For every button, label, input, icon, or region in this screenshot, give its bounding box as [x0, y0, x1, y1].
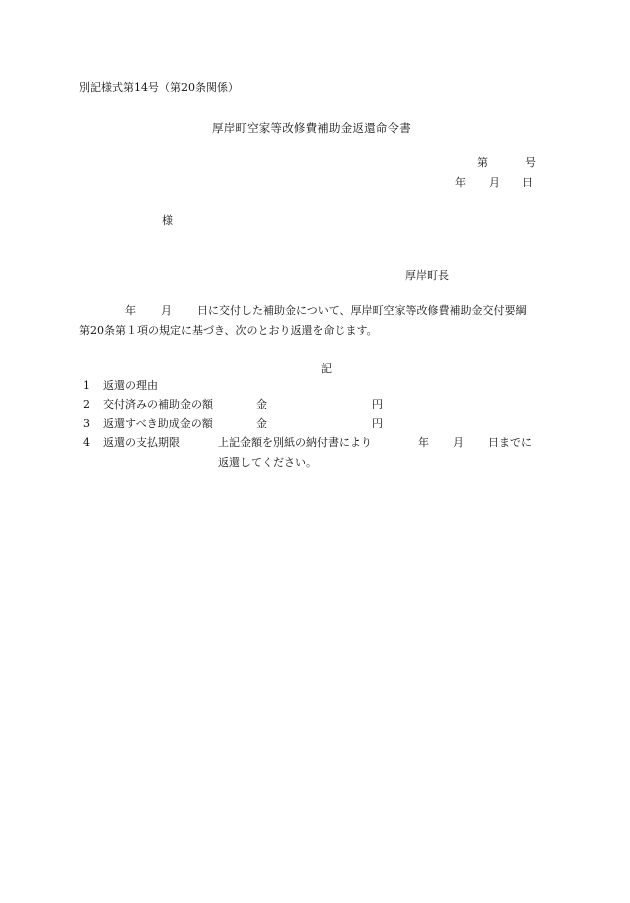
document-title: 厚岸町空家等改修費補助金返還命令書 — [212, 121, 411, 135]
amount-kin: 金 — [256, 398, 267, 411]
payment-note-continued: 返還してください。 — [218, 456, 317, 469]
amount-yen: 円 — [372, 398, 383, 411]
date-month-label: 月 — [489, 176, 500, 189]
list-item — [79, 399, 559, 413]
deadline-month-label: 月 — [453, 436, 464, 449]
doc-number-dai: 第 — [477, 156, 488, 169]
amount-kin: 金 — [256, 417, 267, 430]
body-line-1 — [79, 305, 549, 319]
item-label: 返還の理由 — [103, 379, 158, 392]
item-label: 返還すべき助成金の額 — [103, 417, 213, 430]
ki-heading: 記 — [321, 362, 332, 375]
body-year-label: 年 — [125, 304, 136, 317]
body-line-2: 第20条第１項の規定に基づき、次のとおり返還を命じます。 — [79, 324, 378, 337]
amount-yen: 円 — [372, 417, 383, 430]
body-month-label: 月 — [161, 304, 172, 317]
deadline-day-label: 日までに — [488, 436, 532, 449]
list-item — [79, 418, 559, 432]
item-number: 3 — [83, 417, 90, 430]
payment-note: 上記金額を別紙の納付書により — [218, 436, 372, 449]
item-number: 1 — [83, 379, 90, 392]
item-number: 2 — [83, 398, 90, 411]
item-label: 交付済みの補助金の額 — [103, 398, 213, 411]
body-line-1-text: 日に交付した補助金について、厚岸町空家等改修費補助金交付要綱 — [197, 304, 527, 317]
list-item — [79, 437, 559, 451]
form-number: 別記様式第14号（第20条関係） — [79, 81, 239, 94]
deadline-year-label: 年 — [418, 436, 429, 449]
date-year-label: 年 — [455, 176, 466, 189]
list-item — [79, 380, 559, 394]
date-day-label: 日 — [522, 176, 533, 189]
item-label: 返還の支払期限 — [103, 436, 180, 449]
addressee-suffix: 様 — [162, 214, 173, 227]
issuer: 厚岸町長 — [405, 269, 449, 282]
item-number: 4 — [83, 436, 90, 449]
doc-number-go: 号 — [525, 156, 536, 169]
